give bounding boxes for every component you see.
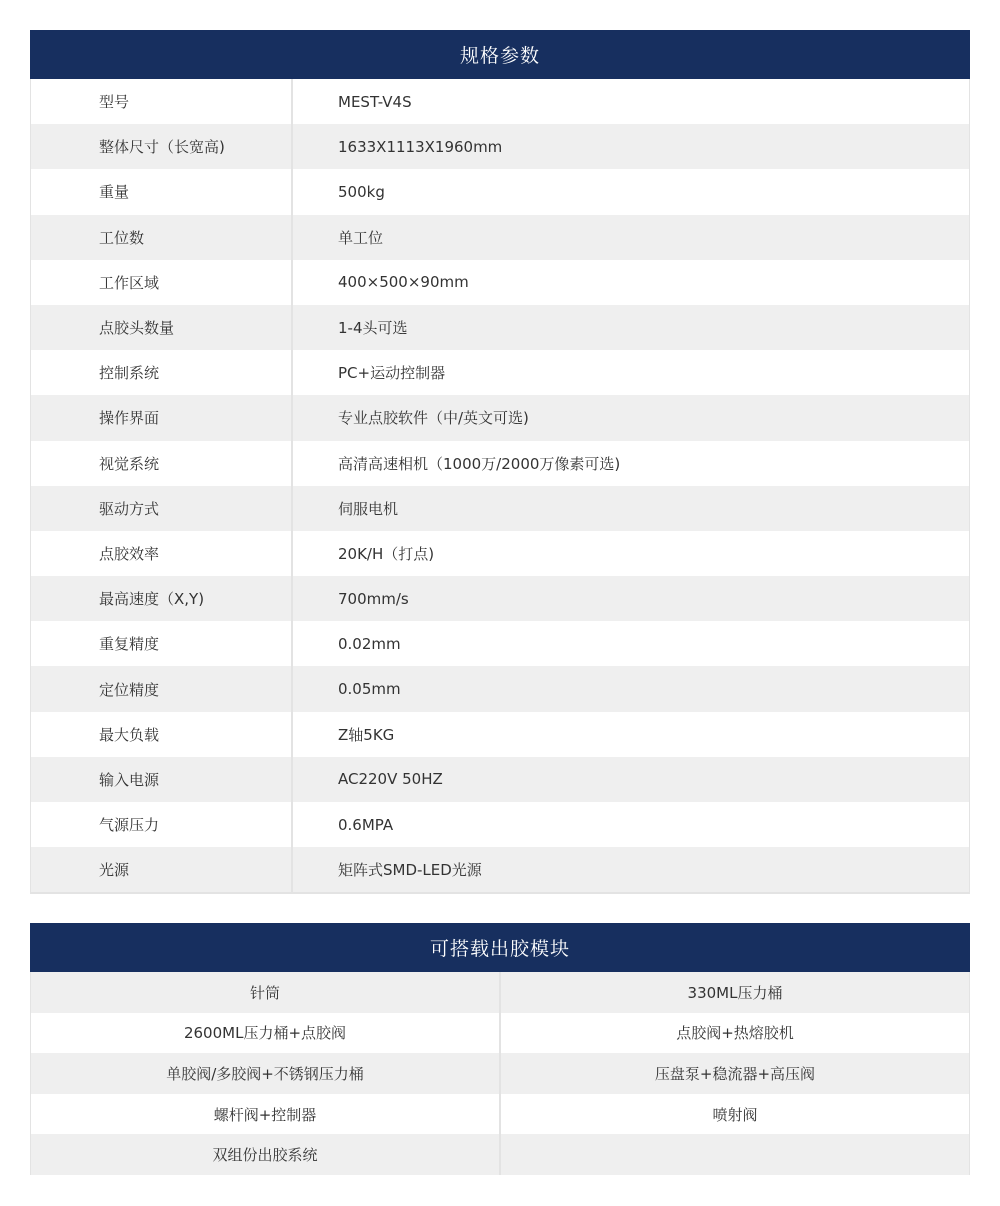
module-row bbox=[31, 1013, 969, 1054]
module-cell bbox=[501, 1134, 969, 1175]
module-title: 可搭载出胶模块 bbox=[30, 923, 970, 972]
spec-value: 0.6MPA bbox=[338, 815, 394, 834]
spec-key: 最高速度（X,Y) bbox=[31, 576, 293, 621]
spec-value: 1633X1113X1960mm bbox=[338, 137, 503, 156]
spec-key: 定位精度 bbox=[31, 666, 293, 711]
spec-value: 700mm/s bbox=[338, 589, 409, 608]
spec-value: 0.02mm bbox=[338, 634, 401, 653]
module-cell: 双组份出胶系统 bbox=[31, 1134, 501, 1175]
spec-row bbox=[31, 621, 969, 666]
spec-key: 点胶效率 bbox=[31, 531, 293, 576]
spec-row bbox=[31, 441, 969, 486]
spec-key: 最大负载 bbox=[31, 712, 293, 757]
spec-row bbox=[31, 395, 969, 440]
spec-value: 伺服电机 bbox=[338, 499, 399, 518]
spec-row bbox=[31, 350, 969, 395]
spec-row bbox=[31, 531, 969, 576]
spec-row bbox=[31, 666, 969, 711]
spec-row bbox=[31, 79, 969, 124]
spec-key: 光源 bbox=[31, 847, 293, 892]
spec-value: 400×500×90mm bbox=[338, 273, 469, 292]
spec-key: 视觉系统 bbox=[31, 441, 293, 486]
spec-value: 1-4头可选 bbox=[338, 319, 408, 338]
spec-value: 高清高速相机（1000万/2000万像素可选) bbox=[338, 454, 621, 473]
spec-value: 0.05mm bbox=[338, 680, 401, 699]
spec-row bbox=[31, 757, 969, 802]
spec-row bbox=[31, 124, 969, 169]
spec-key: 控制系统 bbox=[31, 350, 293, 395]
module-cell: 2600ML压力桶+点胶阀 bbox=[31, 1013, 501, 1054]
module-table bbox=[30, 972, 970, 1175]
spec-table bbox=[30, 79, 970, 894]
module-cell: 点胶阀+热熔胶机 bbox=[676, 1024, 794, 1043]
module-row bbox=[31, 972, 969, 1013]
spec-value: MEST-V4S bbox=[338, 92, 412, 111]
spec-row bbox=[31, 305, 969, 350]
spec-value: 单工位 bbox=[338, 228, 384, 247]
module-row bbox=[31, 1094, 969, 1135]
spec-value: 20K/H（打点) bbox=[338, 544, 435, 563]
spec-value: 专业点胶软件（中/英文可选) bbox=[338, 409, 529, 428]
spec-key: 操作界面 bbox=[31, 395, 293, 440]
spec-key: 驱动方式 bbox=[31, 486, 293, 531]
spec-row bbox=[31, 802, 969, 847]
spec-row bbox=[31, 486, 969, 531]
spec-title: 规格参数 bbox=[30, 30, 970, 79]
spec-value: AC220V 50HZ bbox=[338, 770, 443, 789]
spec-panel bbox=[30, 30, 970, 894]
module-cell: 针筒 bbox=[31, 972, 501, 1013]
spec-key: 输入电源 bbox=[31, 757, 293, 802]
module-row bbox=[31, 1134, 969, 1175]
module-cell: 330ML压力桶 bbox=[687, 983, 783, 1002]
module-cell: 压盘泵+稳流器+高压阀 bbox=[654, 1064, 816, 1083]
module-cell: 螺杆阀+控制器 bbox=[31, 1094, 501, 1135]
spec-key: 整体尺寸（长宽高) bbox=[31, 124, 293, 169]
spec-row bbox=[31, 169, 969, 214]
spec-value: 矩阵式SMD-LED光源 bbox=[338, 861, 482, 880]
spec-key: 点胶头数量 bbox=[31, 305, 293, 350]
spec-value: 500kg bbox=[338, 182, 385, 201]
spec-key: 重复精度 bbox=[31, 621, 293, 666]
spec-key: 气源压力 bbox=[31, 802, 293, 847]
spec-row bbox=[31, 260, 969, 305]
module-cell: 单胶阀/多胶阀+不锈钢压力桶 bbox=[31, 1053, 501, 1094]
spec-key: 重量 bbox=[31, 169, 293, 214]
spec-key: 工位数 bbox=[31, 215, 293, 260]
spec-row bbox=[31, 712, 969, 757]
module-row bbox=[31, 1053, 969, 1094]
spec-row bbox=[31, 576, 969, 621]
spec-key: 型号 bbox=[31, 79, 293, 124]
module-cell: 喷射阀 bbox=[712, 1105, 758, 1124]
spec-value: PC+运动控制器 bbox=[338, 364, 446, 383]
module-panel bbox=[30, 923, 970, 1175]
spec-key: 工作区域 bbox=[31, 260, 293, 305]
spec-row bbox=[31, 215, 969, 260]
spec-row bbox=[31, 847, 969, 892]
spec-value: Z轴5KG bbox=[338, 725, 395, 744]
